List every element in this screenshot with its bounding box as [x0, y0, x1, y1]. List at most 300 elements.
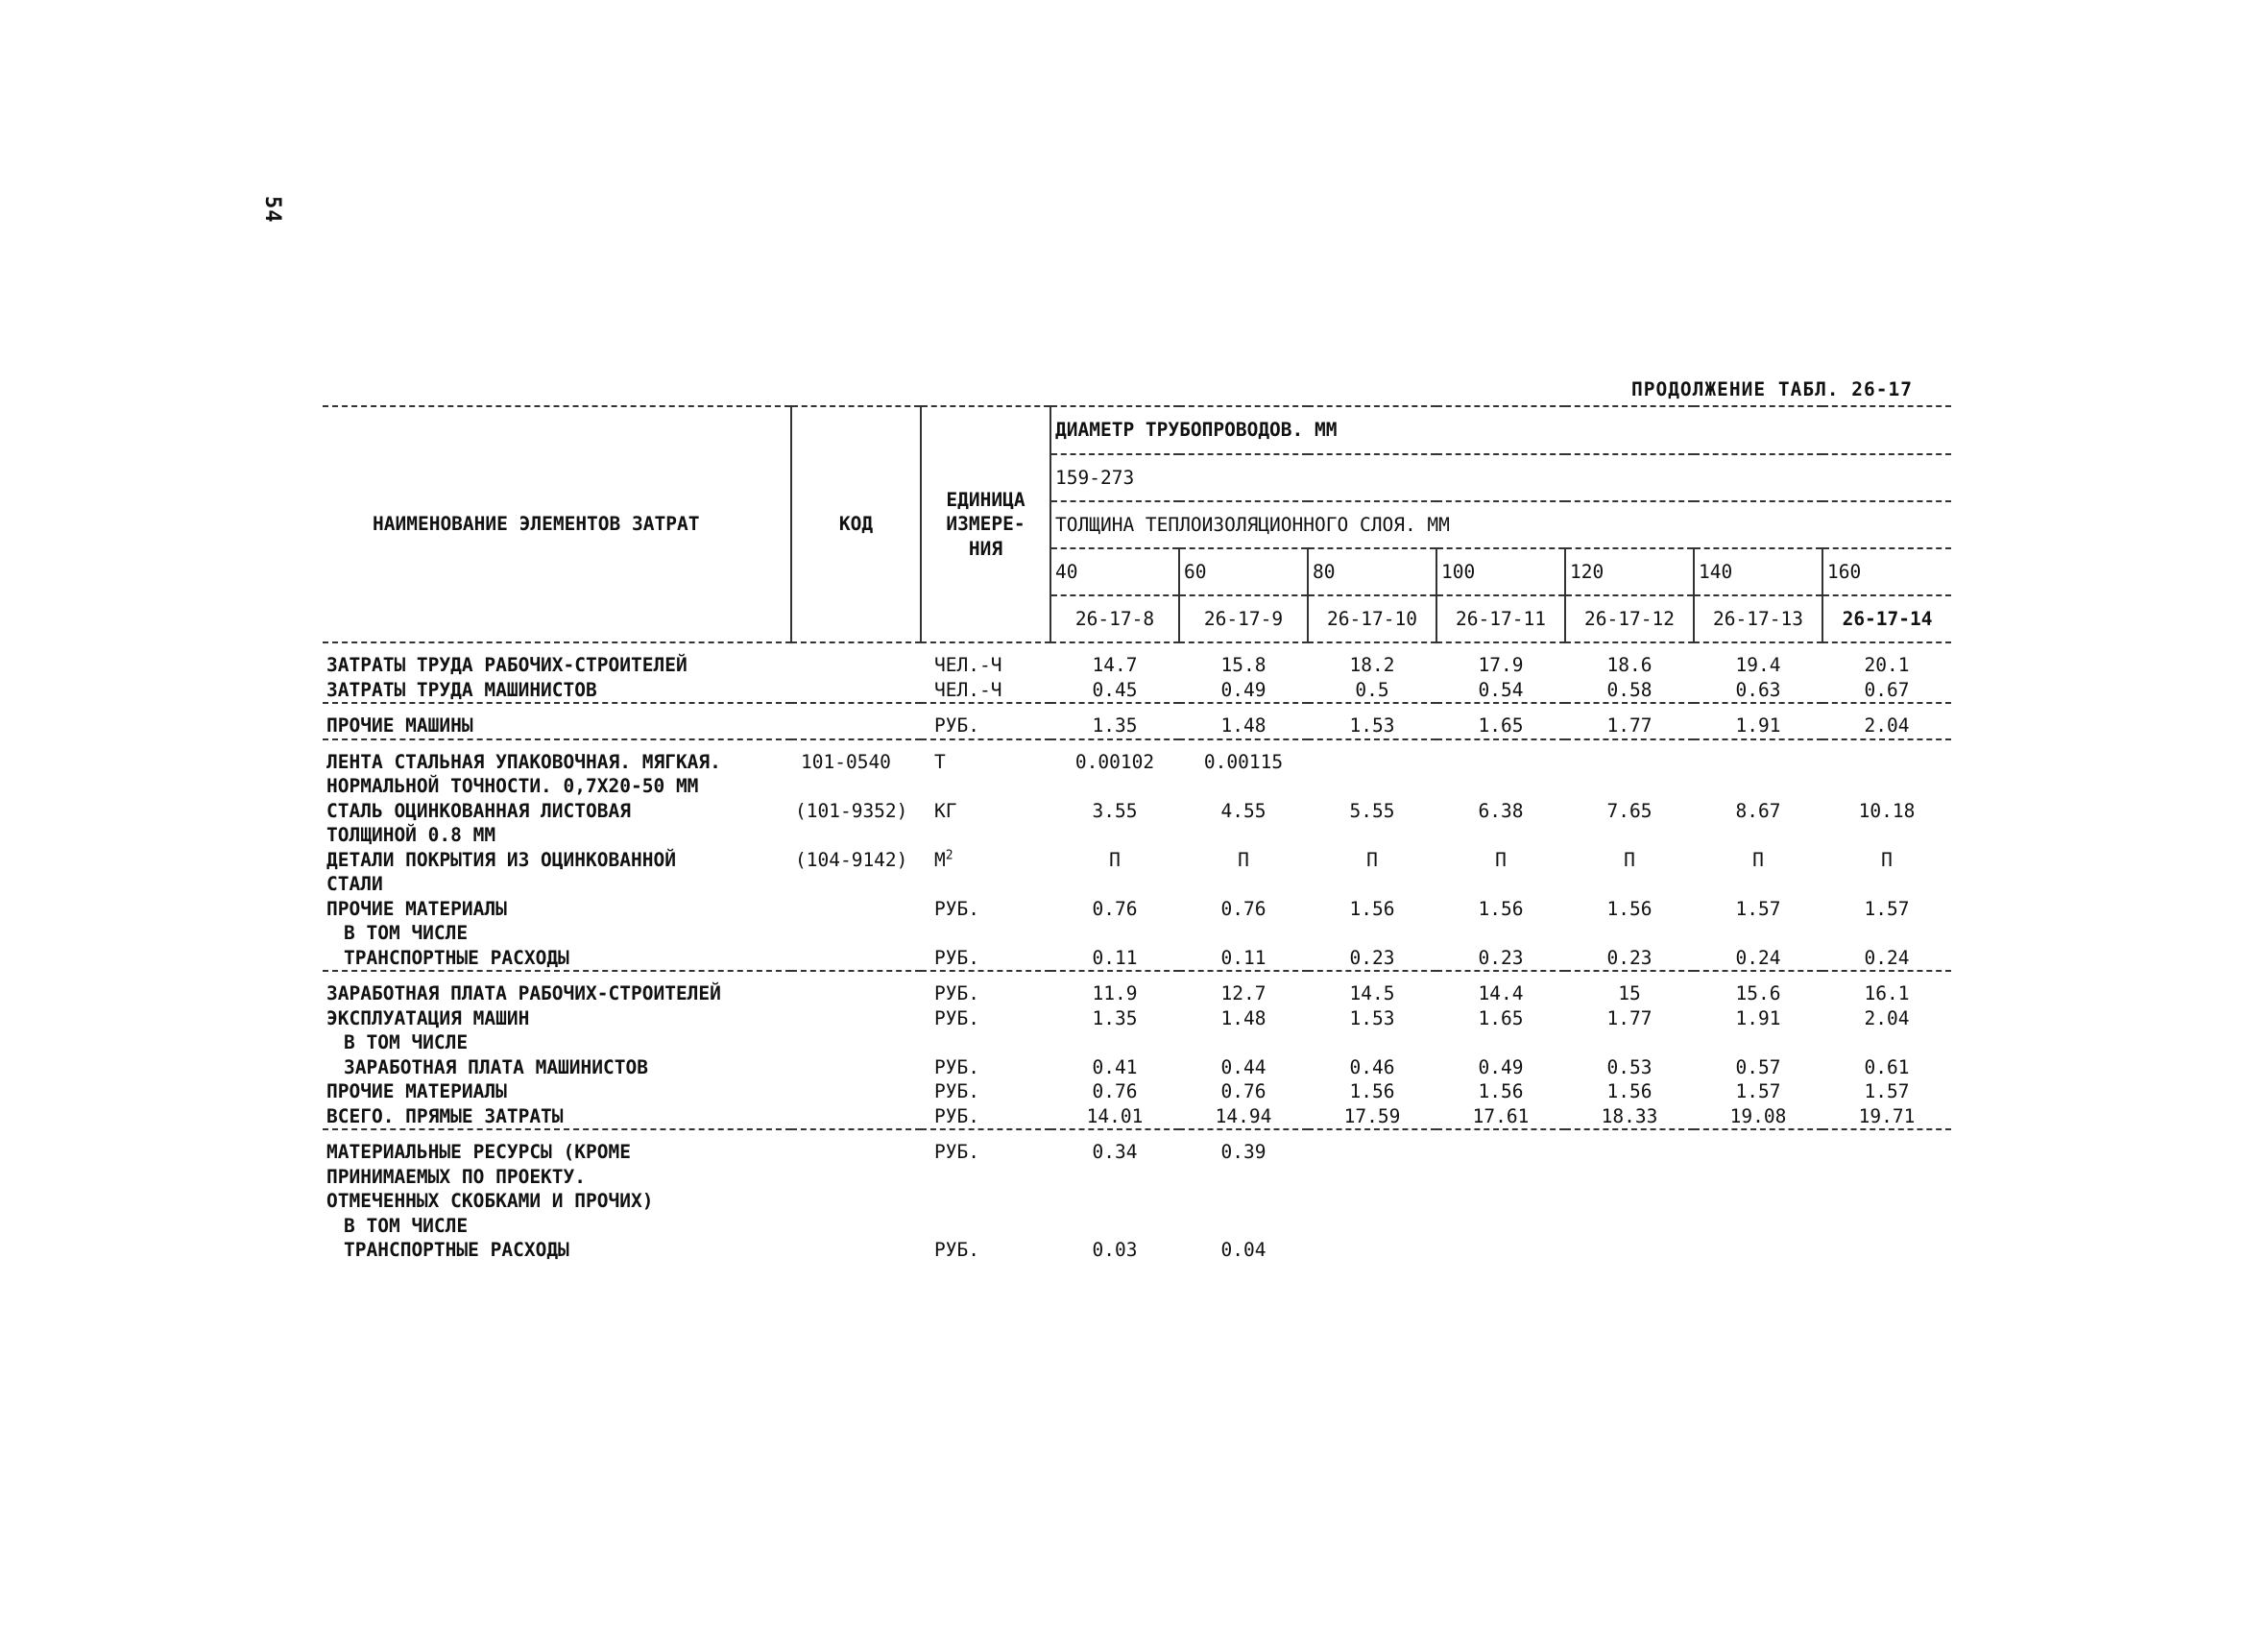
table-row [323, 921, 1951, 946]
row-value [1822, 823, 1951, 848]
table-row [323, 1140, 1951, 1165]
row-value: 15.6 [1735, 982, 1781, 1004]
row-value [1822, 1140, 1951, 1165]
row-value [1308, 750, 1436, 775]
row-name: ЭКСПЛУАТАЦИЯ МАШИН [326, 1006, 530, 1029]
row-code: 101-0540 [801, 750, 891, 773]
group-separator [323, 642, 1951, 653]
row-value: 18.33 [1601, 1104, 1658, 1127]
row-value [1179, 1214, 1308, 1239]
page-number: 54 [260, 196, 284, 224]
row-value: 0.23 [1349, 946, 1395, 969]
row-value [1822, 921, 1951, 946]
row-value: 1.53 [1349, 1006, 1395, 1029]
row-value: 0.11 [1092, 946, 1138, 969]
header-thickness: 60 [1179, 548, 1308, 595]
row-value [1565, 774, 1694, 799]
row-value: 0.49 [1220, 678, 1267, 701]
row-value [1436, 1140, 1565, 1165]
row-value [1436, 921, 1565, 946]
table-row [323, 1055, 1951, 1080]
row-value: 15 [1618, 982, 1641, 1004]
row-name: ЛЕНТА СТАЛЬНАЯ УПАКОВОЧНАЯ. МЯГКАЯ. [326, 750, 721, 773]
row-name: ПРОЧИЕ МАТЕРИАЛЫ [326, 897, 507, 920]
table-row [323, 653, 1951, 678]
row-unit [921, 1165, 1050, 1190]
row-value [1822, 774, 1951, 799]
row-value [1436, 1214, 1565, 1239]
row-code [791, 1079, 921, 1104]
row-value [1436, 1030, 1565, 1055]
row-unit-text: РУБ. [934, 946, 979, 969]
header-norm-code: 26-17-9 [1179, 595, 1308, 641]
row-value [1822, 1214, 1951, 1239]
row-code [791, 678, 921, 704]
separator-line [323, 703, 1951, 714]
row-value [1694, 1189, 1822, 1214]
row-value [1694, 750, 1822, 775]
row-unit [921, 921, 1050, 946]
row-value [1694, 1238, 1822, 1263]
header-thickness: 140 [1694, 548, 1822, 595]
row-value [1565, 872, 1694, 897]
row-value: 1.91 [1735, 1006, 1781, 1029]
table-row [323, 1030, 1951, 1055]
row-unit [921, 653, 1050, 678]
table-row [323, 897, 1951, 922]
row-value [1822, 1030, 1951, 1055]
row-value [1565, 750, 1694, 775]
row-unit-superscript: 2 [945, 848, 953, 862]
table-row [323, 1238, 1951, 1263]
row-name: ДЕТАЛИ ПОКРЫТИЯ ИЗ ОЦИНКОВАННОЙ [326, 848, 676, 871]
row-value: 0.04 [1220, 1239, 1267, 1261]
table-row [323, 678, 1951, 704]
row-value [1179, 1189, 1308, 1214]
row-value: 0.34 [1092, 1141, 1138, 1163]
row-value [1436, 1238, 1565, 1263]
row-unit [921, 1055, 1050, 1080]
row-code [791, 1140, 921, 1165]
row-unit-text: РУБ. [934, 714, 979, 737]
row-value [1694, 921, 1822, 946]
row-value: 14.4 [1478, 982, 1524, 1004]
row-value: 0.76 [1220, 897, 1267, 920]
row-value: 0.41 [1092, 1055, 1138, 1078]
row-unit-text: РУБ. [934, 897, 979, 920]
row-unit [921, 1214, 1050, 1239]
row-code [791, 872, 921, 897]
table-row [323, 714, 1951, 739]
row-value: 1.48 [1220, 1006, 1267, 1029]
group-separator [323, 703, 1951, 714]
row-code [791, 1104, 921, 1130]
row-value [1179, 921, 1308, 946]
row-value: 10.18 [1858, 799, 1916, 822]
row-code [791, 774, 921, 799]
header-thickness: 120 [1565, 548, 1694, 595]
row-value [1308, 1189, 1436, 1214]
row-value [1050, 921, 1179, 946]
row-value [1822, 872, 1951, 897]
row-unit [921, 678, 1050, 704]
header-unit-line3: НИЯ [968, 537, 1003, 560]
row-unit [921, 1189, 1050, 1214]
row-unit-text: РУБ. [934, 1104, 979, 1127]
row-value [1694, 872, 1822, 897]
row-value [1179, 1030, 1308, 1055]
row-unit [921, 872, 1050, 897]
row-value: 17.59 [1343, 1104, 1401, 1127]
table-row [323, 1006, 1951, 1031]
row-value: 0.11 [1220, 946, 1267, 969]
row-value: 1.35 [1092, 1006, 1138, 1029]
row-code [791, 714, 921, 739]
row-value [1050, 1189, 1179, 1214]
row-code [791, 1214, 921, 1239]
row-unit-text: РУБ. [934, 1141, 979, 1163]
row-name: ЗАТРАТЫ ТРУДА РАБОЧИХ-СТРОИТЕЛЕЙ [326, 654, 688, 676]
row-value: 19.71 [1858, 1104, 1916, 1127]
header-thickness: 100 [1436, 548, 1565, 595]
row-code: (104-9142) [795, 848, 908, 871]
header-unit-line2: ИЗМЕРЕ- [946, 513, 1025, 536]
row-value: 0.5 [1355, 678, 1389, 701]
row-value: П [1366, 848, 1378, 871]
row-value: П [1624, 848, 1635, 871]
row-value: 0.03 [1092, 1239, 1138, 1261]
row-value: 1.48 [1220, 714, 1267, 737]
row-value [1436, 1189, 1565, 1214]
row-unit-text: ЧЕЛ.-Ч [934, 678, 1002, 701]
row-name: ПРИНИМАЕМЫХ ПО ПРОЕКТУ. [326, 1165, 587, 1188]
row-unit-text: КГ [934, 799, 957, 822]
header-diameter-label: ДИАМЕТР ТРУБОПРОВОДОВ. ММ [1050, 406, 1951, 454]
row-value [1179, 774, 1308, 799]
row-unit [921, 1104, 1050, 1130]
row-value [1565, 1238, 1694, 1263]
row-unit [921, 981, 1050, 1006]
row-value: 0.00102 [1074, 750, 1155, 773]
separator-line [323, 971, 1951, 981]
row-value [1308, 1030, 1436, 1055]
row-code [791, 897, 921, 922]
row-unit [921, 848, 1050, 873]
row-value: 1.57 [1864, 1080, 1910, 1102]
row-value [1822, 750, 1951, 775]
row-name: ТОЛЩИНОЙ 0.8 ММ [326, 824, 496, 846]
row-unit [921, 1238, 1050, 1263]
row-value [1050, 1214, 1179, 1239]
row-name: ОТМЕЧЕННЫХ СКОБКАМИ И ПРОЧИХ) [326, 1190, 654, 1212]
row-value: 0.54 [1478, 678, 1524, 701]
row-value: 2.04 [1864, 714, 1910, 737]
header-norm-code: 26-17-11 [1436, 595, 1565, 641]
header-norm-code: 26-17-14 [1822, 595, 1951, 641]
group-separator [323, 1263, 1951, 1272]
row-value [1308, 1165, 1436, 1190]
row-value [1694, 1214, 1822, 1239]
table-row [323, 799, 1951, 824]
row-unit [921, 1006, 1050, 1031]
row-value [1050, 774, 1179, 799]
row-value: 0.24 [1735, 946, 1781, 969]
row-value [1436, 1165, 1565, 1190]
row-value: 0.76 [1092, 1080, 1138, 1102]
group-separator [323, 1129, 1951, 1140]
row-code [791, 1189, 921, 1214]
row-value: 12.7 [1220, 982, 1267, 1004]
header-thickness: 40 [1050, 548, 1179, 595]
header-thickness: 160 [1822, 548, 1951, 595]
row-value: 5.55 [1349, 799, 1395, 822]
row-value: 8.67 [1735, 799, 1781, 822]
table-row [323, 1189, 1951, 1214]
row-value [1822, 1189, 1951, 1214]
row-value [1694, 1030, 1822, 1055]
row-unit-text: РУБ. [934, 1055, 979, 1078]
row-value: 0.76 [1220, 1080, 1267, 1102]
row-value: 2.04 [1864, 1006, 1910, 1029]
row-value: 19.4 [1735, 654, 1781, 676]
row-value: 0.49 [1478, 1055, 1524, 1078]
row-value: 1.56 [1606, 897, 1653, 920]
row-value: 1.56 [1478, 1080, 1524, 1102]
row-value: 4.55 [1220, 799, 1267, 822]
row-value: 0.53 [1606, 1055, 1653, 1078]
row-value: 1.56 [1478, 897, 1524, 920]
row-name: ЗАРАБОТНАЯ ПЛАТА РАБОЧИХ-СТРОИТЕЛЕЙ [326, 982, 721, 1004]
row-value: 3.55 [1092, 799, 1138, 822]
row-value: 18.6 [1606, 654, 1653, 676]
header-unit-cell [921, 406, 1050, 641]
row-value: 0.46 [1349, 1055, 1395, 1078]
row-value [1308, 921, 1436, 946]
row-value: 0.61 [1864, 1055, 1910, 1078]
row-value [1179, 1165, 1308, 1190]
row-value: 1.56 [1606, 1080, 1653, 1102]
row-code [791, 1030, 921, 1055]
row-code [791, 823, 921, 848]
row-value: 14.01 [1086, 1104, 1144, 1127]
row-value [1308, 1140, 1436, 1165]
row-code: (101-9352) [795, 799, 908, 822]
row-value [1436, 872, 1565, 897]
table-row [323, 1079, 1951, 1104]
row-value: П [1238, 848, 1249, 871]
header-norm-code: 26-17-13 [1694, 595, 1822, 641]
row-unit [921, 1030, 1050, 1055]
table-row [323, 750, 1951, 775]
row-value: 0.57 [1735, 1055, 1781, 1078]
row-value [1565, 1214, 1694, 1239]
row-code [791, 921, 921, 946]
row-value [1050, 823, 1179, 848]
row-value [1308, 872, 1436, 897]
row-name: ТРАНСПОРТНЫЕ РАСХОДЫ [344, 1239, 569, 1261]
row-unit [921, 774, 1050, 799]
row-code [791, 1165, 921, 1190]
row-value: 1.57 [1735, 897, 1781, 920]
row-value: 1.53 [1349, 714, 1395, 737]
row-value: 1.57 [1864, 897, 1910, 920]
header-norm-code: 26-17-10 [1308, 595, 1436, 641]
row-value: 14.94 [1215, 1104, 1272, 1127]
row-value: 6.38 [1478, 799, 1524, 822]
row-value [1822, 1238, 1951, 1263]
row-code [791, 946, 921, 972]
table-row [323, 774, 1951, 799]
row-code [791, 1055, 921, 1080]
row-value [1050, 1165, 1179, 1190]
row-value [1565, 823, 1694, 848]
row-name: В ТОМ ЧИСЛЕ [344, 1214, 469, 1237]
row-value [1694, 823, 1822, 848]
row-unit-text: Т [934, 750, 946, 773]
row-value [1308, 823, 1436, 848]
header-norm-code: 26-17-12 [1565, 595, 1694, 641]
row-name: СТАЛИ [326, 873, 383, 895]
row-value: 0.23 [1606, 946, 1653, 969]
row-unit-text: РУБ. [934, 1006, 979, 1029]
row-name: В ТОМ ЧИСЛЕ [344, 1031, 469, 1053]
separator-line [323, 739, 1951, 750]
table-row [323, 1165, 1951, 1190]
row-unit-text: РУБ. [934, 1239, 979, 1261]
row-value: 15.8 [1220, 654, 1267, 676]
header-unit-line1: ЕДИНИЦА [946, 488, 1025, 511]
row-unit-text: ЧЕЛ.-Ч [934, 654, 1002, 676]
row-name: ПРОЧИЕ МАШИНЫ [326, 714, 473, 737]
row-name: ВСЕГО. ПРЯМЫЕ ЗАТРАТЫ [326, 1104, 564, 1127]
row-value: 1.56 [1349, 897, 1395, 920]
row-value: 0.24 [1864, 946, 1910, 969]
row-value [1308, 1214, 1436, 1239]
row-value: 0.58 [1606, 678, 1653, 701]
table-body [323, 641, 1951, 1272]
row-unit [921, 946, 1050, 972]
row-name: В ТОМ ЧИСЛЕ [344, 922, 469, 944]
separator-line [323, 1129, 1951, 1140]
row-value: 7.65 [1606, 799, 1653, 822]
row-value [1308, 774, 1436, 799]
row-value: 19.08 [1729, 1104, 1787, 1127]
row-value: П [1752, 848, 1764, 871]
group-separator [323, 971, 1951, 981]
row-code [791, 1006, 921, 1031]
separator-line [323, 1263, 1951, 1272]
row-value [1436, 823, 1565, 848]
row-value [1565, 1140, 1694, 1165]
row-name: ТРАНСПОРТНЫЕ РАСХОДЫ [344, 946, 569, 969]
row-value: 11.9 [1092, 982, 1138, 1004]
header-name-cell [323, 406, 791, 641]
group-separator [323, 739, 1951, 750]
row-unit-text: РУБ. [934, 1080, 979, 1102]
row-value: 1.91 [1735, 714, 1781, 737]
row-value: 0.67 [1864, 678, 1910, 701]
row-value: 14.5 [1349, 982, 1395, 1004]
row-value [1822, 1165, 1951, 1190]
row-value [1308, 1238, 1436, 1263]
table-row [323, 823, 1951, 848]
table-row [323, 981, 1951, 1006]
row-value [1565, 921, 1694, 946]
row-value [1179, 872, 1308, 897]
row-unit [921, 1140, 1050, 1165]
row-value: 0.23 [1478, 946, 1524, 969]
row-value: 1.65 [1478, 714, 1524, 737]
row-value: 1.65 [1478, 1006, 1524, 1029]
row-value: 17.9 [1478, 654, 1524, 676]
row-value [1565, 1165, 1694, 1190]
table-row [323, 848, 1951, 873]
row-value: П [1881, 848, 1893, 871]
row-name: СТАЛЬ ОЦИНКОВАННАЯ ЛИСТОВАЯ [326, 799, 631, 822]
row-name: МАТЕРИАЛЬНЫЕ РЕСУРСЫ (КРОМЕ [326, 1141, 631, 1163]
row-value: 18.2 [1349, 654, 1395, 676]
row-unit-text: РУБ. [934, 982, 979, 1004]
row-value: П [1495, 848, 1507, 871]
header-code: КОД [838, 513, 874, 536]
row-name: НОРМАЛЬНОЙ ТОЧНОСТИ. 0,7Х20-50 ММ [326, 775, 699, 797]
row-value: 0.76 [1092, 897, 1138, 920]
row-value [1050, 1030, 1179, 1055]
row-value: П [1109, 848, 1121, 871]
row-unit [921, 714, 1050, 739]
row-value [1179, 823, 1308, 848]
separator-line [323, 642, 1951, 653]
row-value [1694, 1140, 1822, 1165]
row-value [1565, 1030, 1694, 1055]
cost-table-document [323, 375, 1951, 1272]
row-value: 0.45 [1092, 678, 1138, 701]
row-unit [921, 897, 1050, 922]
row-unit [921, 823, 1050, 848]
row-value: 0.00115 [1203, 750, 1284, 773]
row-value: 0.63 [1735, 678, 1781, 701]
row-name: ПРОЧИЕ МАТЕРИАЛЫ [326, 1080, 507, 1102]
row-unit [921, 799, 1050, 824]
row-code [791, 1238, 921, 1263]
row-unit [921, 750, 1050, 775]
row-value: 1.77 [1606, 714, 1653, 737]
header-thickness: 80 [1308, 548, 1436, 595]
row-code [791, 981, 921, 1006]
row-value [1436, 750, 1565, 775]
row-value: 17.61 [1472, 1104, 1530, 1127]
row-unit [921, 1079, 1050, 1104]
header-name: НАИМЕНОВАНИЕ ЭЛЕМЕНТОВ ЗАТРАТ [373, 513, 700, 536]
row-unit-text: М [934, 848, 946, 871]
table-header [323, 405, 1951, 641]
row-value: 20.1 [1864, 654, 1910, 676]
row-value: 1.56 [1349, 1080, 1395, 1102]
header-code-cell [791, 406, 921, 641]
table-row [323, 1214, 1951, 1239]
row-value [1565, 1189, 1694, 1214]
row-value: 14.7 [1092, 654, 1138, 676]
row-value: 0.39 [1220, 1141, 1267, 1163]
row-value: 1.35 [1092, 714, 1138, 737]
row-value [1694, 1165, 1822, 1190]
row-value [1694, 774, 1822, 799]
header-diameter-value: 159-273 [1050, 454, 1951, 501]
row-value: 0.44 [1220, 1055, 1267, 1078]
table-row [323, 872, 1951, 897]
row-value: 1.57 [1735, 1080, 1781, 1102]
row-name: ЗАТРАТЫ ТРУДА МАШИНИСТОВ [326, 678, 597, 701]
